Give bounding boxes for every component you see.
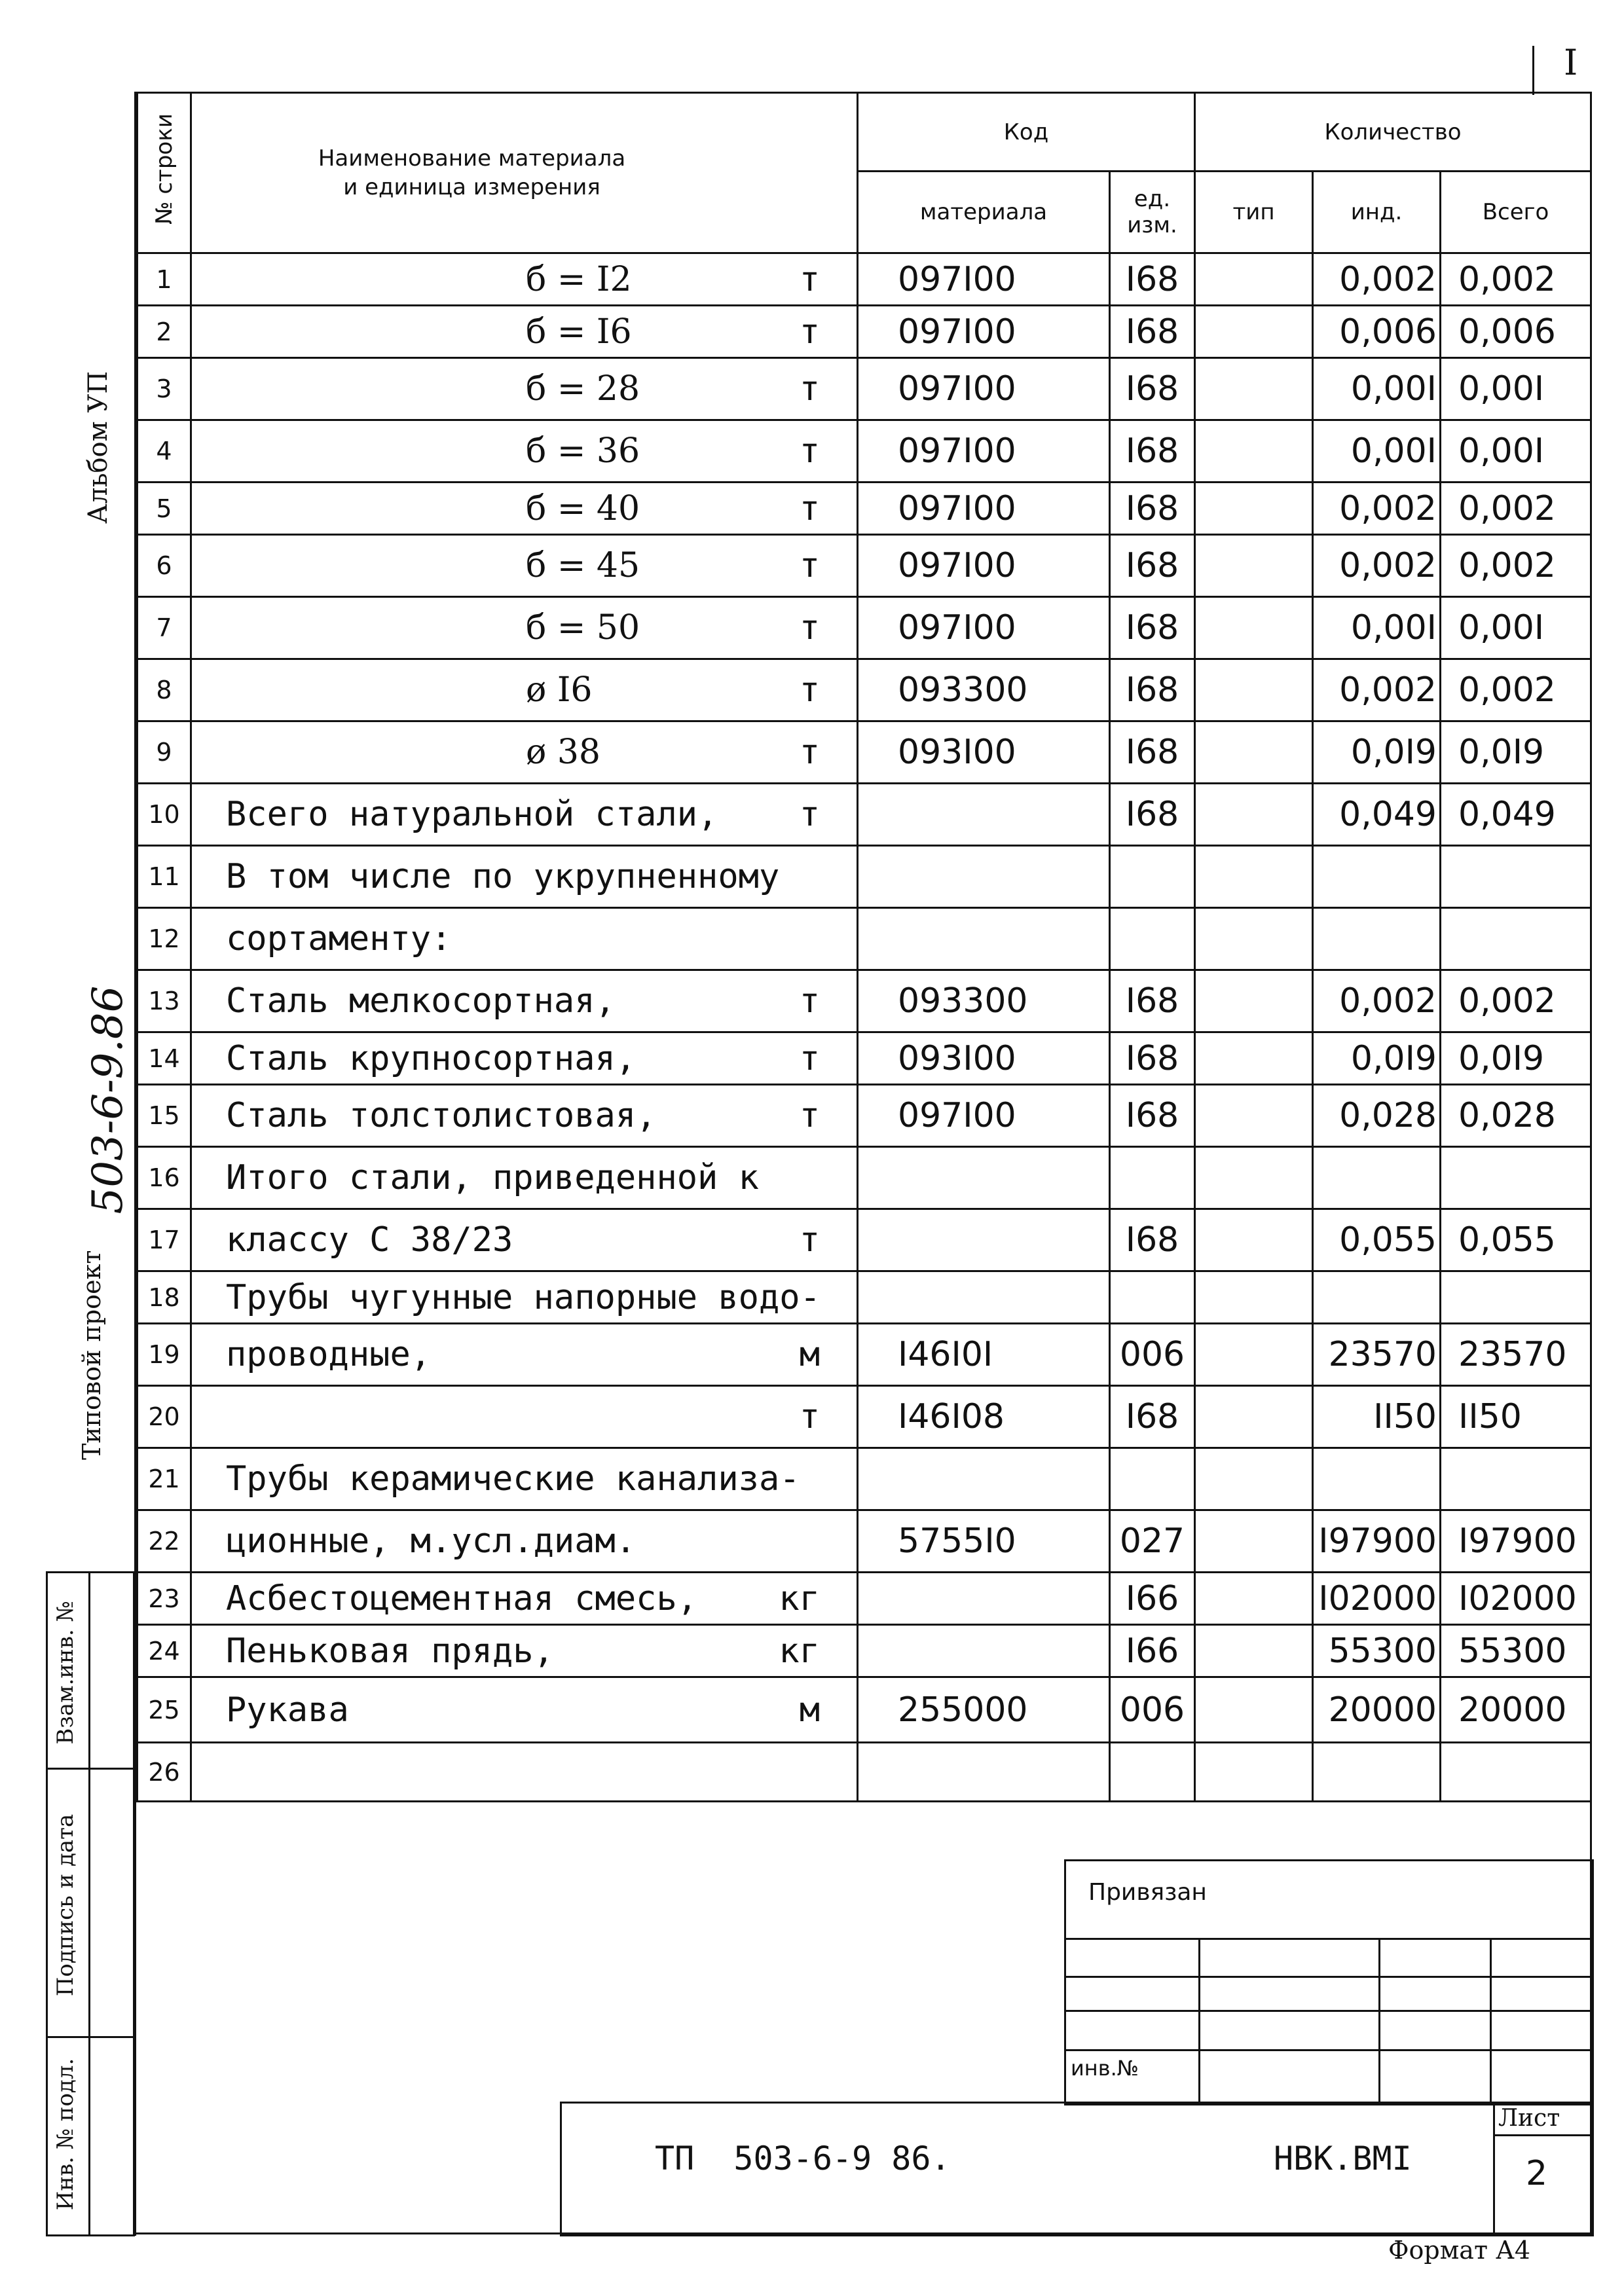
row-number: 17: [138, 1209, 191, 1271]
qty-total: 23570: [1441, 1324, 1591, 1386]
row-number: 24: [138, 1625, 191, 1677]
unit-code: I68: [1110, 659, 1195, 721]
row-number: 8: [138, 659, 191, 721]
attached-label: Привязан: [1088, 1879, 1207, 1906]
qty-total: I02000: [1441, 1573, 1591, 1625]
material-name-text: Пеньковая прядь,: [226, 1631, 554, 1671]
header-code: Код: [858, 93, 1195, 172]
qty-ind: 0,0I9: [1313, 721, 1441, 784]
material-code: 097I00: [858, 535, 1110, 597]
material-code: 097I00: [858, 420, 1110, 483]
material-code: 093300: [858, 970, 1110, 1032]
table-row: [138, 597, 1591, 659]
row-number: 3: [138, 358, 191, 420]
unit-code: I68: [1110, 597, 1195, 659]
unit-code: I68: [1110, 358, 1195, 420]
qty-ind: 0,002: [1313, 535, 1441, 597]
row-number: 12: [138, 908, 191, 970]
qty-ind: 0,002: [1313, 483, 1441, 535]
qty-typ: [1195, 1032, 1313, 1085]
material-name: [191, 1625, 858, 1677]
qty-typ: [1195, 784, 1313, 846]
material-unit: т: [799, 259, 820, 299]
unit-code: I68: [1110, 483, 1195, 535]
table-row: [138, 1743, 1591, 1802]
material-size: б = 40: [526, 488, 640, 528]
material-code: 097I00: [858, 253, 1110, 306]
material-code: [858, 1147, 1110, 1209]
inv-no-label: инв.№: [1071, 2056, 1139, 2081]
qty-total: 0,00I: [1441, 597, 1591, 659]
table-row: [138, 1510, 1591, 1573]
material-name-text: проводные,: [226, 1335, 432, 1374]
row-number: 18: [138, 1271, 191, 1324]
qty-typ: [1195, 659, 1313, 721]
unit-code: 006: [1110, 1324, 1195, 1386]
material-size: б = 50: [526, 608, 640, 647]
qty-ind: 0,055: [1313, 1209, 1441, 1271]
qty-total: [1441, 1147, 1591, 1209]
unit-code: I68: [1110, 970, 1195, 1032]
material-name-text: Итого стали, приведенной к: [226, 1158, 759, 1197]
material-code: 097I00: [858, 597, 1110, 659]
row-number: 26: [138, 1743, 191, 1802]
qty-total: I97900: [1441, 1510, 1591, 1573]
material-name: [191, 1271, 858, 1324]
material-name-text: сортаменту:: [226, 919, 452, 958]
qty-total: 0,00I: [1441, 420, 1591, 483]
qty-total: 0,002: [1441, 970, 1591, 1032]
qty-total: 0,0I9: [1441, 1032, 1591, 1085]
sheet-corner-mark: I: [1564, 42, 1578, 83]
row-number: 22: [138, 1510, 191, 1573]
qty-ind: 0,00I: [1313, 597, 1441, 659]
unit-code: I68: [1110, 306, 1195, 358]
material-name-text: В том числе по укрупненному: [226, 857, 780, 896]
material-name: [191, 1032, 858, 1085]
unit-code: I66: [1110, 1573, 1195, 1625]
material-size: б = 28: [526, 369, 640, 409]
unit-code: [1110, 1271, 1195, 1324]
material-size: ø 38: [526, 733, 601, 772]
material-code: [858, 1743, 1110, 1802]
document-code: ТП 503-6-9 86.: [655, 2140, 951, 2178]
material-unit: т: [799, 981, 820, 1021]
header-name: Наименование материала и единица измерения: [191, 93, 858, 253]
table-row: [138, 1324, 1591, 1386]
table-row: [138, 846, 1591, 908]
qty-total: 0,002: [1441, 535, 1591, 597]
material-size: б = 45: [526, 546, 640, 585]
qty-ind: [1313, 1448, 1441, 1510]
table-row: [138, 784, 1591, 846]
header-row-no: № строки: [138, 93, 191, 253]
materials-table: [136, 92, 1592, 1802]
material-name-text: Сталь мелкосортная,: [226, 981, 616, 1021]
material-name: [191, 535, 858, 597]
row-number: 1: [138, 253, 191, 306]
table-row: [138, 1625, 1591, 1677]
qty-total: 0,002: [1441, 483, 1591, 535]
material-name: [191, 1448, 858, 1510]
material-name: [191, 846, 858, 908]
qty-ind: I97900: [1313, 1510, 1441, 1573]
qty-typ: [1195, 1573, 1313, 1625]
material-name: [191, 784, 858, 846]
material-code: 097I00: [858, 306, 1110, 358]
material-code: 5755I0: [858, 1510, 1110, 1573]
qty-ind: 0,006: [1313, 306, 1441, 358]
qty-typ: [1195, 1448, 1313, 1510]
material-unit: т: [799, 546, 820, 585]
table-row: [138, 420, 1591, 483]
table-row: [138, 253, 1591, 306]
table-row: [138, 483, 1591, 535]
material-unit: т: [799, 795, 820, 834]
unit-code: 027: [1110, 1510, 1195, 1573]
row-number: 21: [138, 1448, 191, 1510]
material-unit: т: [799, 608, 820, 647]
material-name-text: Сталь толстолистовая,: [226, 1096, 657, 1135]
qty-typ: [1195, 908, 1313, 970]
material-unit: т: [799, 670, 820, 710]
material-name: [191, 721, 858, 784]
project-label: Типовой проект: [77, 1250, 106, 1460]
unit-code: I68: [1110, 1209, 1195, 1271]
material-code: [858, 908, 1110, 970]
row-number: 11: [138, 846, 191, 908]
unit-code: I68: [1110, 721, 1195, 784]
material-code: 097I00: [858, 358, 1110, 420]
material-size: ø I6: [526, 670, 593, 710]
material-size: б = 36: [526, 431, 640, 471]
qty-typ: [1195, 1209, 1313, 1271]
album-label: Альбом УП: [83, 371, 113, 524]
qty-total: 0,049: [1441, 784, 1591, 846]
row-number: 16: [138, 1147, 191, 1209]
header-quantity: Количество: [1195, 93, 1591, 172]
material-name: [191, 358, 858, 420]
row-number: 19: [138, 1324, 191, 1386]
qty-ind: 20000: [1313, 1677, 1441, 1743]
qty-total: [1441, 1448, 1591, 1510]
qty-typ: [1195, 1147, 1313, 1209]
material-name: [191, 970, 858, 1032]
vzam-label: Взам.инв. №: [52, 1601, 79, 1745]
row-number: 25: [138, 1677, 191, 1743]
material-code: [858, 1209, 1110, 1271]
table-row: [138, 1677, 1591, 1743]
unit-code: [1110, 1147, 1195, 1209]
qty-typ: [1195, 970, 1313, 1032]
material-unit: т: [799, 369, 820, 409]
qty-typ: [1195, 1271, 1313, 1324]
material-name-text: Всего натуральной стали,: [226, 795, 718, 834]
material-name: [191, 306, 858, 358]
qty-typ: [1195, 721, 1313, 784]
material-unit: кг: [779, 1631, 820, 1671]
material-name: [191, 908, 858, 970]
qty-ind: 0,002: [1313, 253, 1441, 306]
header-code-material: материала: [858, 172, 1110, 253]
qty-ind: [1313, 1743, 1441, 1802]
table-row: [138, 1448, 1591, 1510]
row-number: 13: [138, 970, 191, 1032]
sheet-label: Лист: [1498, 2105, 1560, 2132]
qty-total: 20000: [1441, 1677, 1591, 1743]
qty-ind: 0,002: [1313, 970, 1441, 1032]
row-number: 9: [138, 721, 191, 784]
material-name-text: Асбестоцементная смесь,: [226, 1578, 698, 1618]
table-row: [138, 721, 1591, 784]
material-name-text: Трубы керамические канализа-: [226, 1459, 800, 1499]
qty-ind: [1313, 908, 1441, 970]
qty-total: 0,002: [1441, 659, 1591, 721]
qty-total: [1441, 1271, 1591, 1324]
qty-typ: [1195, 420, 1313, 483]
material-code: I46I0I: [858, 1324, 1110, 1386]
qty-ind: II50: [1313, 1386, 1441, 1448]
material-name: [191, 597, 858, 659]
unit-code: [1110, 1448, 1195, 1510]
material-code: 093I00: [858, 1032, 1110, 1085]
qty-total: 0,028: [1441, 1085, 1591, 1147]
qty-ind: [1313, 1147, 1441, 1209]
project-number: 503-6-9.86: [84, 985, 132, 1214]
header-code-unit: ед. изм.: [1110, 172, 1195, 253]
qty-typ: [1195, 1677, 1313, 1743]
qty-ind: 0,00I: [1313, 420, 1441, 483]
material-name: [191, 1573, 858, 1625]
material-name: [191, 1510, 858, 1573]
row-number: 6: [138, 535, 191, 597]
unit-code: [1110, 1743, 1195, 1802]
row-number: 10: [138, 784, 191, 846]
table-row: [138, 306, 1591, 358]
material-name: [191, 1209, 858, 1271]
qty-typ: [1195, 1625, 1313, 1677]
material-name-text: Сталь крупносортная,: [226, 1038, 637, 1078]
qty-typ: [1195, 1510, 1313, 1573]
unit-code: I68: [1110, 1085, 1195, 1147]
unit-code: [1110, 846, 1195, 908]
material-name: [191, 659, 858, 721]
qty-ind: 0,002: [1313, 659, 1441, 721]
qty-typ: [1195, 358, 1313, 420]
row-number: 4: [138, 420, 191, 483]
table-row: [138, 1147, 1591, 1209]
unit-code: I68: [1110, 784, 1195, 846]
unit-code: I68: [1110, 535, 1195, 597]
material-name-text: ционные, м.усл.диам.: [226, 1522, 637, 1561]
format-label: Формат А4: [1388, 2236, 1531, 2265]
qty-total: 0,002: [1441, 253, 1591, 306]
material-code: I46I08: [858, 1386, 1110, 1448]
header-qty-ind: инд.: [1313, 172, 1441, 253]
unit-code: I66: [1110, 1625, 1195, 1677]
qty-ind: I02000: [1313, 1573, 1441, 1625]
material-code: [858, 1573, 1110, 1625]
table-row: [138, 1386, 1591, 1448]
inv-label: Инв. № подл.: [52, 2058, 79, 2211]
qty-total: 55300: [1441, 1625, 1591, 1677]
material-unit: м: [799, 1335, 820, 1374]
material-name-text: Трубы чугунные напорные водо-: [226, 1277, 821, 1317]
material-name: [191, 483, 858, 535]
qty-ind: 0,028: [1313, 1085, 1441, 1147]
material-name-text: классу С 38/23: [226, 1220, 513, 1260]
qty-ind: 0,049: [1313, 784, 1441, 846]
material-name: [191, 1085, 858, 1147]
material-code: [858, 846, 1110, 908]
qty-typ: [1195, 846, 1313, 908]
material-unit: т: [799, 733, 820, 772]
row-number: 5: [138, 483, 191, 535]
material-name: [191, 1147, 858, 1209]
row-number: 23: [138, 1573, 191, 1625]
table-row: [138, 659, 1591, 721]
row-number: 14: [138, 1032, 191, 1085]
qty-typ: [1195, 1743, 1313, 1802]
unit-code: I68: [1110, 420, 1195, 483]
material-code: [858, 1625, 1110, 1677]
material-unit: т: [799, 1038, 820, 1078]
qty-ind: 0,00I: [1313, 358, 1441, 420]
qty-typ: [1195, 306, 1313, 358]
row-number: 20: [138, 1386, 191, 1448]
sheet-number: 2: [1526, 2154, 1548, 2193]
qty-ind: 23570: [1313, 1324, 1441, 1386]
qty-typ: [1195, 1085, 1313, 1147]
qty-ind: 0,0I9: [1313, 1032, 1441, 1085]
material-code: 093I00: [858, 721, 1110, 784]
qty-typ: [1195, 483, 1313, 535]
table-row: [138, 1209, 1591, 1271]
material-unit: т: [799, 488, 820, 528]
material-name: [191, 253, 858, 306]
qty-total: [1441, 1743, 1591, 1802]
table-row: [138, 358, 1591, 420]
material-name: [191, 420, 858, 483]
qty-ind: 55300: [1313, 1625, 1441, 1677]
material-code: 097I00: [858, 483, 1110, 535]
row-number: 15: [138, 1085, 191, 1147]
material-name-text: Рукава: [226, 1690, 349, 1730]
qty-total: II50: [1441, 1386, 1591, 1448]
row-number: 7: [138, 597, 191, 659]
qty-typ: [1195, 597, 1313, 659]
qty-total: 0,055: [1441, 1209, 1591, 1271]
material-code: 255000: [858, 1677, 1110, 1743]
material-name: [191, 1386, 858, 1448]
material-name: [191, 1743, 858, 1802]
table-row: [138, 970, 1591, 1032]
table-row: [138, 1032, 1591, 1085]
material-unit: т: [799, 431, 820, 471]
unit-code: I68: [1110, 1386, 1195, 1448]
material-code: [858, 1448, 1110, 1510]
qty-total: [1441, 908, 1591, 970]
material-size: б = I2: [526, 259, 632, 299]
table-row: [138, 908, 1591, 970]
unit-code: 006: [1110, 1677, 1195, 1743]
table-row: [138, 1573, 1591, 1625]
unit-code: I68: [1110, 1032, 1195, 1085]
material-unit: т: [799, 312, 820, 352]
material-unit: т: [799, 1096, 820, 1135]
material-code: 093300: [858, 659, 1110, 721]
qty-typ: [1195, 1324, 1313, 1386]
material-code: [858, 784, 1110, 846]
qty-typ: [1195, 1386, 1313, 1448]
document-mark: НВК.ВМI: [1274, 2140, 1412, 2178]
qty-total: 0,006: [1441, 306, 1591, 358]
material-code: 097I00: [858, 1085, 1110, 1147]
table-row: [138, 535, 1591, 597]
qty-total: 0,00I: [1441, 358, 1591, 420]
material-unit: м: [799, 1690, 820, 1730]
material-size: б = I6: [526, 312, 632, 352]
material-unit: кг: [779, 1578, 820, 1618]
qty-total: 0,0I9: [1441, 721, 1591, 784]
material-name: [191, 1677, 858, 1743]
qty-ind: [1313, 846, 1441, 908]
material-unit: т: [799, 1397, 820, 1436]
row-number: 2: [138, 306, 191, 358]
qty-typ: [1195, 253, 1313, 306]
qty-total: [1441, 846, 1591, 908]
material-name: [191, 1324, 858, 1386]
table-row: [138, 1271, 1591, 1324]
unit-code: I68: [1110, 253, 1195, 306]
material-unit: т: [799, 1220, 820, 1260]
sign-date-label: Подпись и дата: [52, 1813, 79, 1997]
qty-ind: [1313, 1271, 1441, 1324]
header-qty-total: Всего: [1441, 172, 1591, 253]
material-code: [858, 1271, 1110, 1324]
table-row: [138, 1085, 1591, 1147]
qty-typ: [1195, 535, 1313, 597]
header-qty-typ: тип: [1195, 172, 1313, 253]
unit-code: [1110, 908, 1195, 970]
